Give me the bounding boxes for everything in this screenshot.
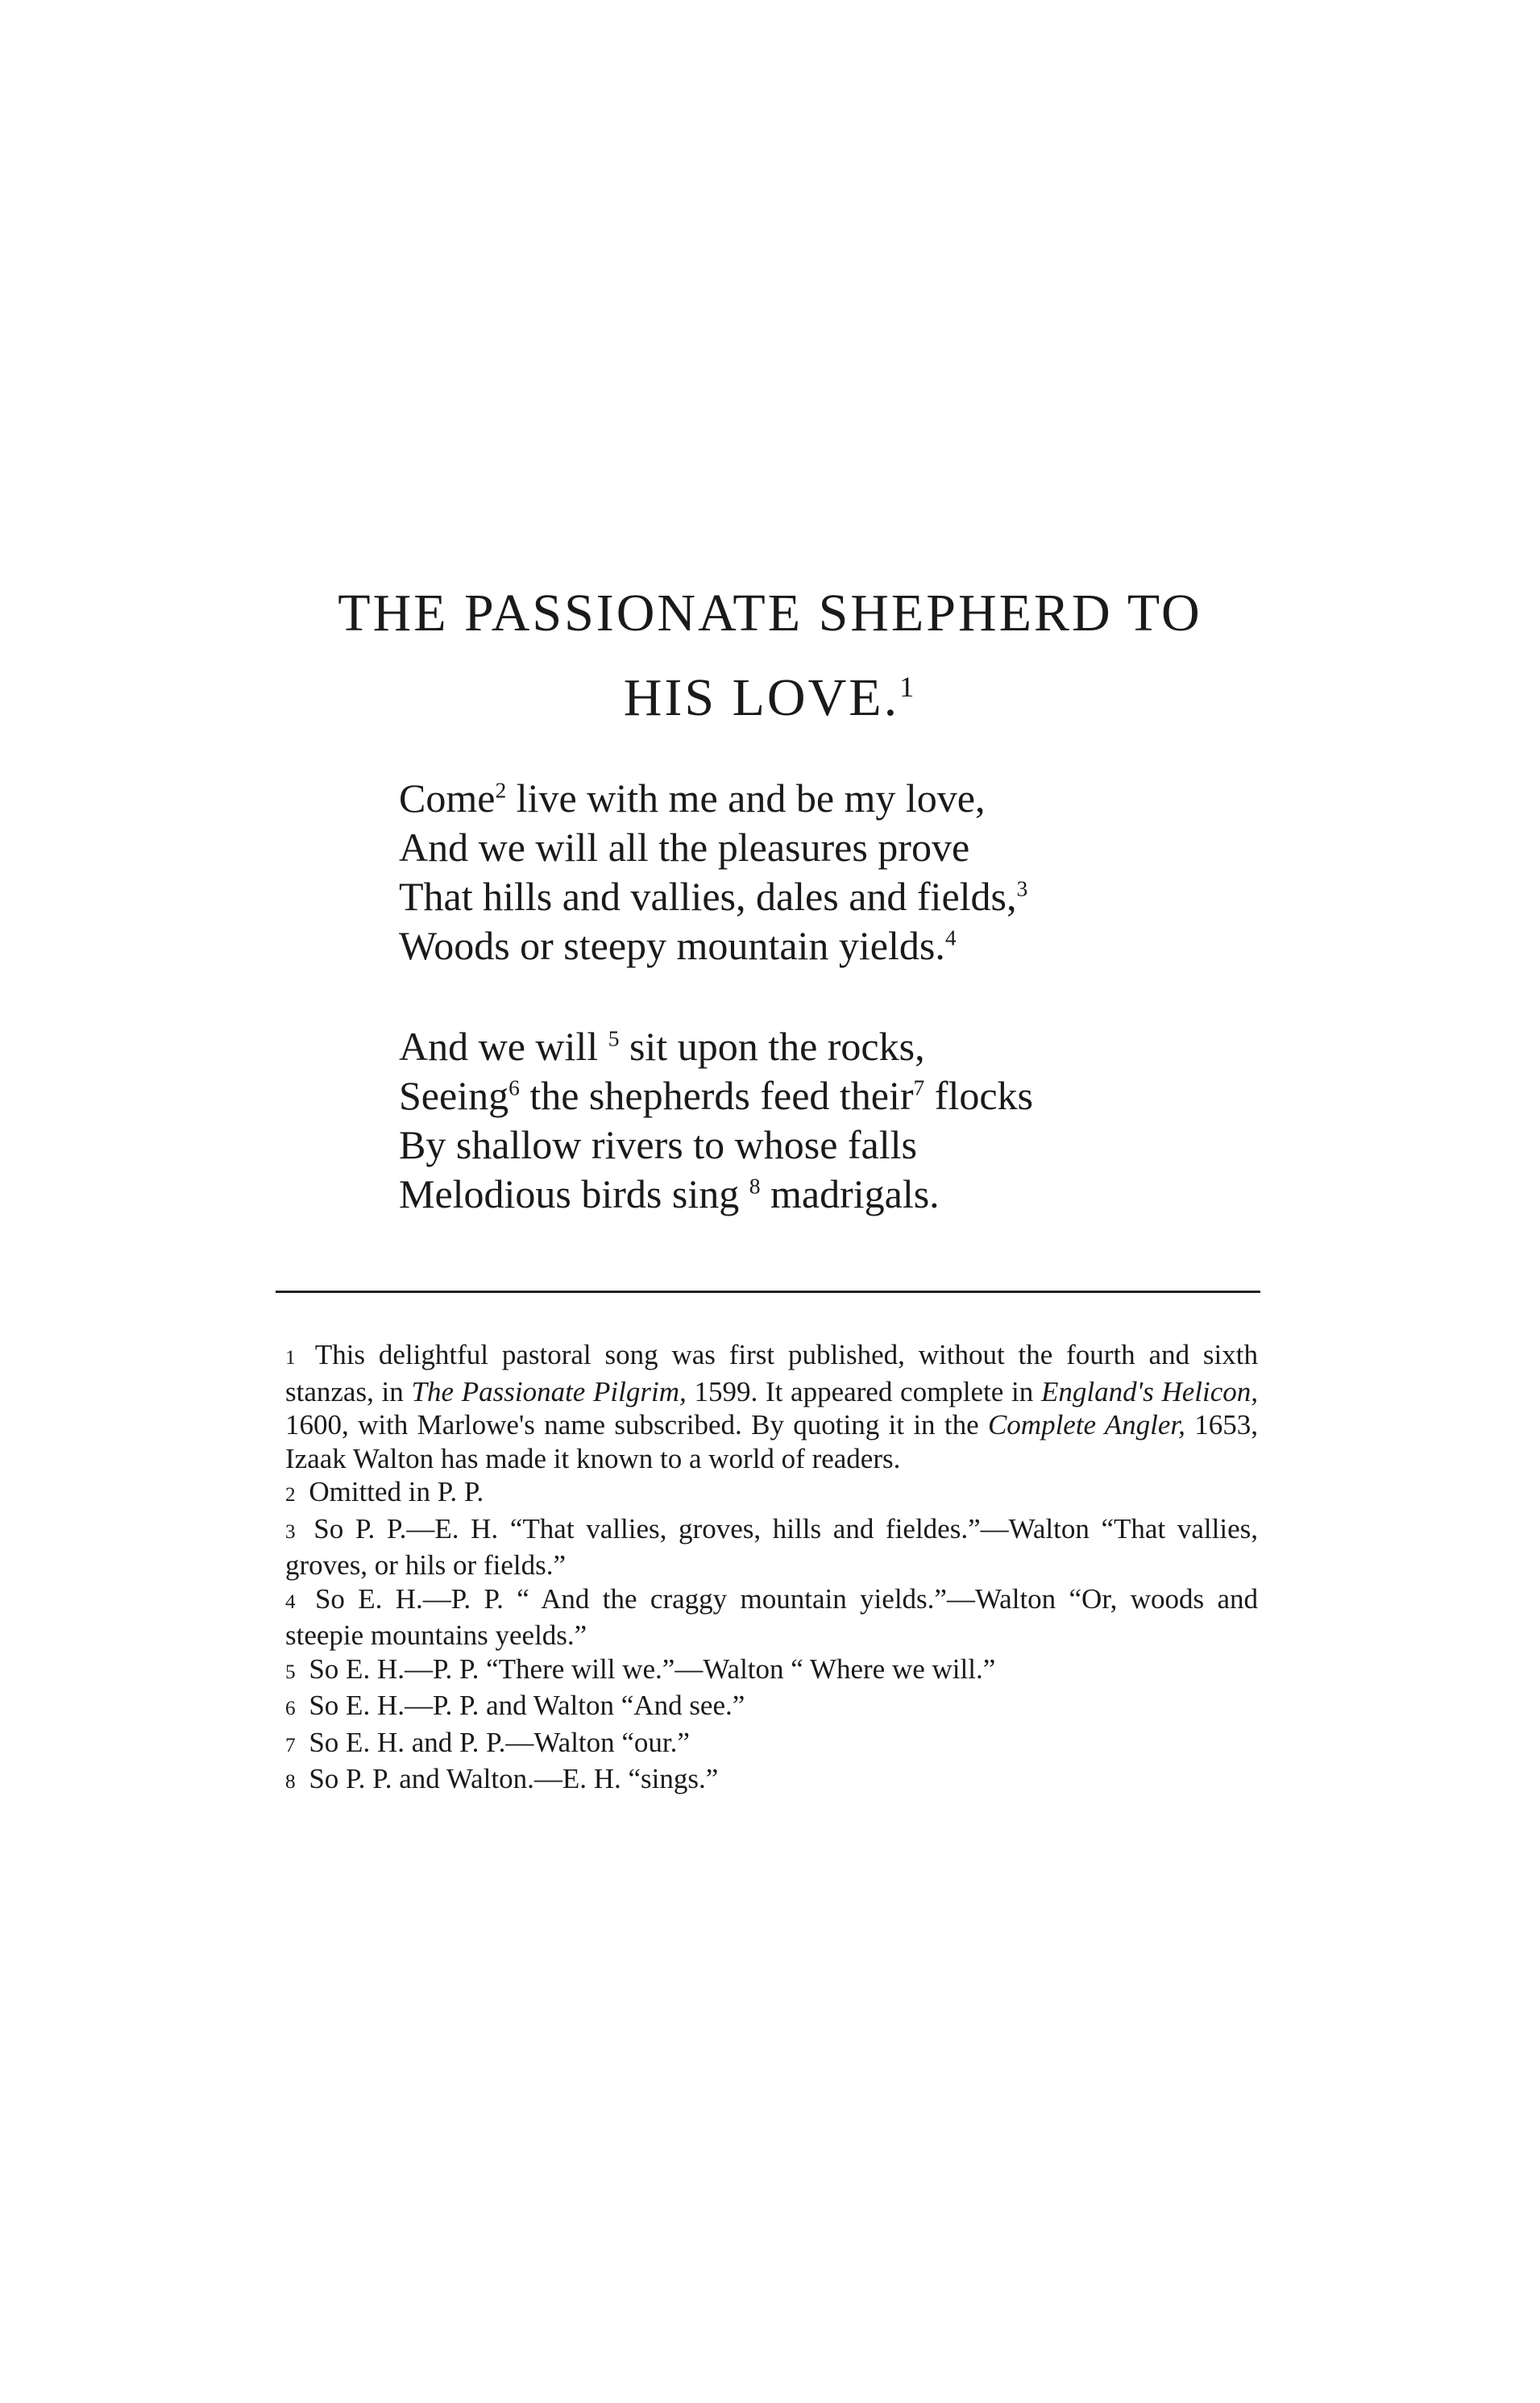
footnote-8	[285, 1762, 1258, 1799]
footnotes	[285, 1338, 1258, 1799]
footnote-2	[285, 1475, 1258, 1512]
verse-text: madrigals.	[760, 1171, 940, 1216]
footnote-text: 1653, Izaak Walton has made it known to a world of readers.	[285, 1409, 1258, 1474]
footnote-text: 1600, with Marlowe's name subscribed. By quoting it in the	[285, 1409, 988, 1441]
footnote-number: 7	[285, 1734, 296, 1757]
footnote-title: England's Helicon,	[1041, 1375, 1258, 1407]
footnote-text: Omitted in P. P.	[301, 1476, 484, 1507]
verse-text: And we will	[399, 1024, 608, 1069]
footnote-mark-5: 5	[608, 1025, 620, 1051]
verse-text: That hills and vallies, dales and fields,	[399, 874, 1017, 919]
verse-text: Woods or steepy mountain yields.	[399, 923, 945, 968]
verse-text: Come	[399, 775, 496, 821]
footnote-number: 5	[285, 1661, 296, 1683]
footnote-number: 2	[285, 1484, 296, 1506]
title-line-1: THE PASSIONATE SHEPHERD TO	[338, 584, 1202, 642]
footnote-mark-3: 3	[1016, 875, 1028, 901]
footnote-title: Complete Angler,	[987, 1409, 1185, 1441]
verse-line	[399, 921, 1285, 971]
footnote-number: 4	[285, 1590, 296, 1613]
footnote-mark-8: 8	[749, 1173, 761, 1199]
footnote-number: 6	[285, 1698, 296, 1719]
verse-text: And we will all the pleasures prove	[399, 825, 970, 870]
footnote-4	[285, 1582, 1258, 1653]
footnote-text: So E. H.—P. P. and Walton “And see.”	[301, 1690, 745, 1721]
verse-line	[399, 1071, 1285, 1120]
footnote-6	[285, 1689, 1258, 1726]
footnote-text: This delightful pastoral song was first published, without the fourth and sixth stanzas, in	[285, 1339, 1258, 1407]
verse-text: Melodious birds sing	[399, 1171, 749, 1216]
footnote-text: So E. H.—P. P. “There will we.”—Walton “ Where we will.”	[301, 1653, 996, 1685]
footnote-divider	[276, 1291, 1260, 1293]
footnote-text: So P. P.—E. H. “That vallies, groves, hills and fieldes.”—Walton “That vallies, groves, or hils or fields.”	[285, 1512, 1258, 1581]
footnote-text: 1599. It appeared complete in	[686, 1375, 1042, 1407]
verse-line	[399, 823, 1285, 872]
footnote-5	[285, 1653, 1258, 1690]
verse-line	[399, 872, 1285, 921]
verse-line	[399, 1120, 1285, 1170]
footnote-mark-7: 7	[913, 1075, 925, 1100]
footnote-mark-4: 4	[944, 925, 957, 950]
footnote-title: The Passionate Pilgrim,	[411, 1375, 687, 1407]
verse-text: By shallow rivers to whose falls	[399, 1122, 917, 1167]
footnote-number: 8	[285, 1771, 296, 1793]
footnote-text: So P. P. and Walton.—E. H. “sings.”	[301, 1763, 719, 1794]
verse-text: the shepherds feed their	[519, 1073, 914, 1118]
title-line-2	[242, 668, 1298, 727]
footnote-number: 1	[285, 1347, 296, 1369]
footnote-mark-6: 6	[508, 1075, 520, 1100]
verse-line	[399, 1022, 1285, 1071]
stanza-1	[399, 774, 1285, 971]
footnote-3	[285, 1512, 1258, 1582]
footnote-text: So E. H.—P. P. “ And the craggy mountain yields.”—Walton “Or, woods and steepie mountains yeelds.”	[285, 1582, 1258, 1651]
footnote-text: So E. H. and P. P.—Walton “our.”	[301, 1726, 690, 1758]
verse-text: live with me and be my love,	[506, 775, 986, 821]
title-line-2-text: HIS LOVE.	[623, 668, 900, 727]
verse-text: Seeing	[399, 1073, 509, 1118]
footnote-1	[285, 1338, 1258, 1475]
footnote-mark-1: 1	[899, 671, 917, 703]
verse-line	[399, 774, 1285, 823]
footnote-mark-2: 2	[495, 777, 507, 803]
verse-text: sit upon the rocks,	[619, 1024, 925, 1069]
verse-text: flocks	[924, 1073, 1033, 1118]
footnote-number: 3	[285, 1520, 296, 1543]
stanza-2	[399, 1022, 1285, 1219]
footnote-7	[285, 1726, 1258, 1763]
verse-line	[399, 1170, 1285, 1219]
